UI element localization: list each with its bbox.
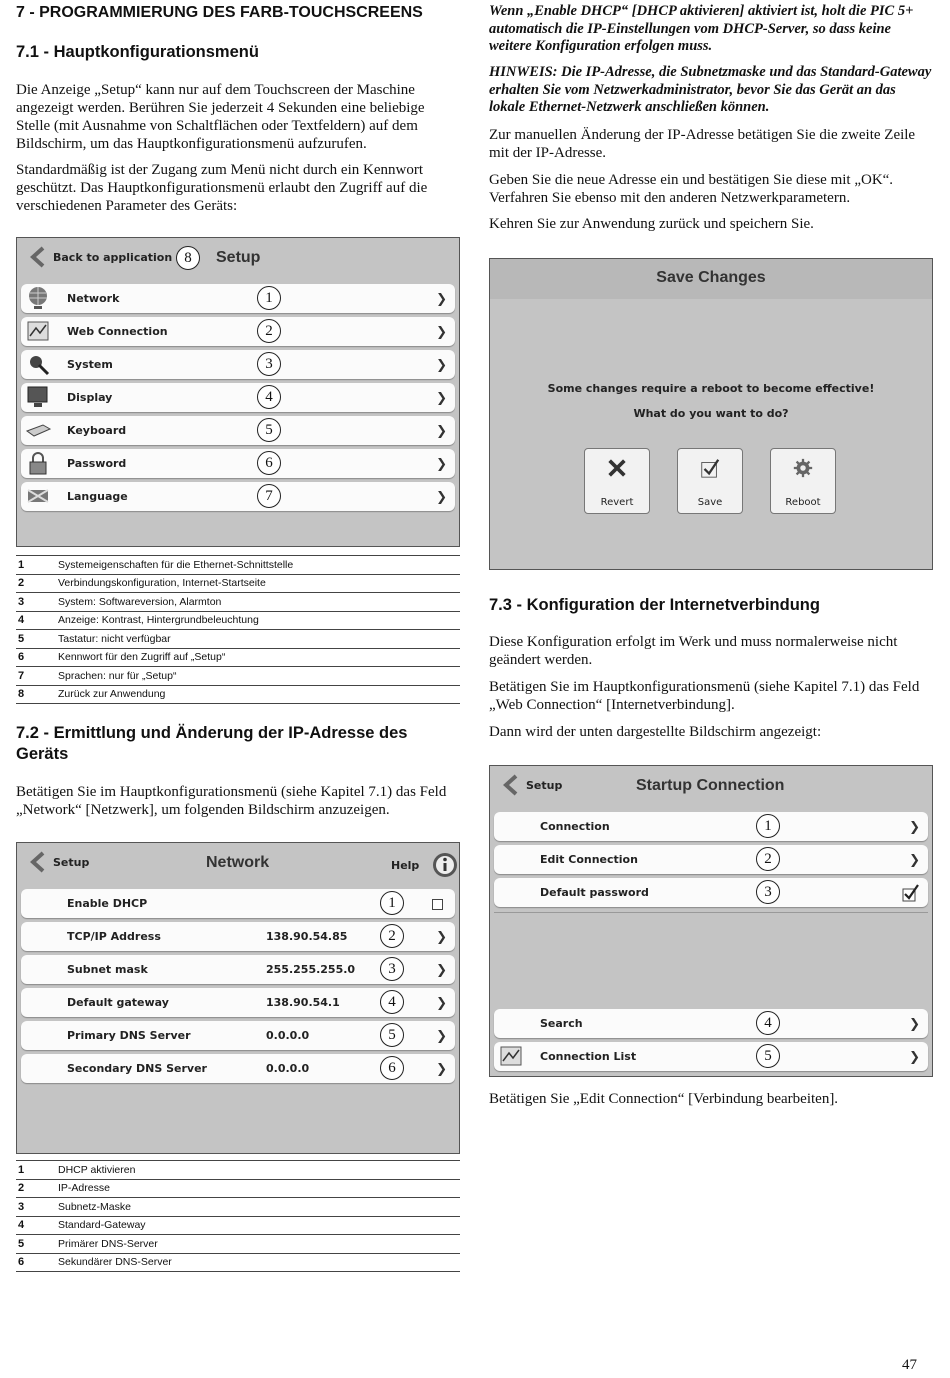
setup-item-system[interactable] (21, 350, 455, 379)
setup-item-web-connection[interactable] (21, 317, 455, 346)
back-label: Setup (526, 778, 563, 792)
dhcp-checkbox[interactable] (432, 899, 443, 910)
startup-item-label: Default password (540, 886, 649, 899)
startup-connection-title: Startup Connection (636, 777, 785, 794)
legend-number: 2 (16, 1179, 58, 1198)
chevron-right-icon: ❯ (436, 1062, 447, 1077)
reboot-label: Reboot (785, 497, 821, 508)
startup-item-connection-list[interactable] (494, 1042, 928, 1071)
network-item-secondary-dns[interactable] (21, 1054, 455, 1083)
callout-4: 4 (756, 1011, 780, 1035)
section-72-heading: 7.2 - Ermittlung und Änderung der IP-Adresse des Geräts (16, 724, 408, 763)
save-changes-screen (489, 258, 933, 570)
legend-row (16, 1161, 460, 1180)
startup-item-edit-connection[interactable] (494, 845, 928, 874)
manual-ip-paragraph: Zur manuellen Änderung der IP-Adresse betätigen Sie die zweite Zeile mit der IP-Adresse. (489, 127, 916, 161)
legend-row (16, 1253, 460, 1272)
back-to-setup-button[interactable] (29, 851, 89, 873)
legend-number: 4 (16, 1216, 58, 1235)
legend-text: Primärer DNS-Server (58, 1235, 460, 1254)
legend-text: Standard-Gateway (58, 1216, 460, 1235)
network-item-tcp-ip-address[interactable] (21, 922, 455, 951)
legend-text: Sprachen: nur für „Setup“ (58, 667, 460, 686)
callout-2: 2 (380, 924, 404, 948)
legend-text: Systemeigenschaften für die Ethernet-Schnittstelle (58, 556, 460, 575)
network-item-value: 138.90.54.85 (266, 930, 348, 943)
globe-icon (25, 285, 51, 311)
callout-1: 1 (756, 814, 780, 838)
section-71-paragraph-1: Die Anzeige „Setup“ kann nur auf dem Touchscreen der Maschine angezeigt werden. Berühren Sie jederzeit 4 Sekunden eine beliebige Stelle (mit Ausnahme von Schaltflächen oder Textfeldern) auf dem Bildschirm, um das Hauptkonfigurationsmenü aufzurufen. (16, 82, 425, 152)
chevron-right-icon: ❯ (909, 853, 920, 868)
legend-number: 8 (16, 685, 58, 704)
legend-row (16, 667, 460, 686)
setup-title: Setup (216, 249, 261, 266)
network-item-value: 0.0.0.0 (266, 1029, 310, 1042)
legend-text: IP-Adresse (58, 1179, 460, 1198)
divider (494, 912, 928, 913)
reboot-button[interactable] (770, 448, 836, 514)
legend-table-setup (16, 555, 460, 704)
network-item-label: Default gateway (67, 996, 169, 1009)
chevron-right-icon: ❯ (436, 930, 447, 945)
callout-8: 8 (176, 246, 200, 270)
revert-button[interactable] (584, 448, 650, 514)
legend-row (16, 1216, 460, 1235)
setup-screen (16, 237, 460, 547)
network-item-subnet-mask[interactable] (21, 955, 455, 984)
legend-number: 1 (16, 556, 58, 575)
legend-number: 7 (16, 667, 58, 686)
callout-2: 2 (257, 319, 281, 343)
back-to-application-button[interactable] (29, 246, 172, 268)
back-arrow-icon (29, 851, 47, 873)
page-number: 47 (902, 1357, 917, 1373)
back-to-application-label: Back to application (53, 250, 173, 264)
web-connection-icon (25, 318, 51, 344)
callout-5: 5 (380, 1023, 404, 1047)
save-changes-question: What do you want to do? (633, 407, 789, 420)
chevron-right-icon: ❯ (436, 325, 447, 340)
chevron-right-icon: ❯ (909, 1050, 920, 1065)
network-item-value: 138.90.54.1 (266, 996, 340, 1009)
save-changes-title: Save Changes (656, 269, 766, 286)
network-item-label: Enable DHCP (67, 897, 148, 910)
callout-3: 3 (380, 957, 404, 981)
chevron-right-icon: ❯ (436, 391, 447, 406)
section-71-heading: 7.1 - Hauptkonfigurationsmenü (16, 43, 259, 61)
callout-6: 6 (380, 1056, 404, 1080)
network-item-default-gateway[interactable] (21, 988, 455, 1017)
back-arrow-icon (29, 246, 47, 268)
startup-item-label: Connection (540, 820, 610, 833)
startup-item-search[interactable] (494, 1009, 928, 1038)
network-title: Network (206, 854, 270, 871)
legend-row (16, 1235, 460, 1254)
legend-number: 3 (16, 593, 58, 612)
setup-item-label: Display (67, 391, 113, 404)
network-item-label: Secondary DNS Server (67, 1062, 207, 1075)
gear-icon (792, 457, 814, 479)
callout-5: 5 (756, 1044, 780, 1068)
network-item-value: 0.0.0.0 (266, 1062, 310, 1075)
save-changes-message: Some changes require a reboot to become effective! (547, 382, 875, 395)
setup-item-label: System (67, 358, 113, 371)
callout-7: 7 (257, 484, 281, 508)
legend-row (16, 1198, 460, 1217)
legend-row (16, 648, 460, 667)
callout-2: 2 (756, 847, 780, 871)
setup-item-language[interactable] (21, 482, 455, 511)
setup-item-password[interactable] (21, 449, 455, 478)
legend-number: 3 (16, 1198, 58, 1217)
legend-number: 1 (16, 1161, 58, 1180)
system-tools-icon (25, 351, 51, 377)
legend-text: Anzeige: Kontrast, Hintergrundbeleuchtung (58, 611, 460, 630)
setup-item-keyboard[interactable] (21, 416, 455, 445)
legend-row (16, 593, 460, 612)
legend-text: System: Softwareversion, Alarmton (58, 593, 460, 612)
chevron-right-icon: ❯ (909, 1017, 920, 1032)
cross-icon (606, 457, 628, 479)
legend-text: Sekundärer DNS-Server (58, 1253, 460, 1272)
help-button[interactable] (391, 851, 459, 879)
setup-item-label: Keyboard (67, 424, 127, 437)
network-item-label: Primary DNS Server (67, 1029, 191, 1042)
chevron-right-icon: ❯ (436, 1029, 447, 1044)
network-item-label: TCP/IP Address (67, 930, 161, 943)
chevron-right-icon: ❯ (436, 424, 447, 439)
legend-number: 5 (16, 630, 58, 649)
hinweis-paragraph: HINWEIS: Die IP-Adresse, die Subnetzmaske und das Standard-Gateway erhalten Sie vom Netzwerkadministrator, bevor Sie das Gerät an das lokale Ethernet-Netzwerk anschließen können. (489, 64, 932, 115)
section-73-heading: 7.3 - Konfiguration der Internetverbindung (489, 596, 820, 614)
legend-row (16, 630, 460, 649)
chevron-right-icon: ❯ (436, 963, 447, 978)
padlock-icon (25, 450, 51, 476)
section-73-paragraph-4: Betätigen Sie „Edit Connection“ [Verbindung bearbeiten]. (489, 1091, 839, 1107)
help-label: Help (391, 858, 420, 872)
legend-text: Subnetz-Maske (58, 1198, 460, 1217)
chevron-right-icon: ❯ (436, 292, 447, 307)
chevron-right-icon: ❯ (909, 820, 920, 835)
keyboard-icon (25, 417, 51, 443)
network-screen (16, 842, 460, 1154)
legend-number: 6 (16, 648, 58, 667)
legend-text: Verbindungskonfiguration, Internet-Startseite (58, 574, 460, 593)
setup-item-label: Password (67, 457, 127, 470)
callout-6: 6 (257, 451, 281, 475)
legend-row (16, 1179, 460, 1198)
callout-3: 3 (756, 880, 780, 904)
return-save-paragraph: Kehren Sie zur Anwendung zurück und speichern Sie. (489, 216, 814, 232)
checkmark-icon (699, 457, 721, 479)
chapter-title: 7 - PROGRAMMIERUNG DES FARB-TOUCHSCREENS (16, 4, 423, 21)
legend-number: 2 (16, 574, 58, 593)
callout-3: 3 (257, 352, 281, 376)
chevron-right-icon: ❯ (436, 996, 447, 1011)
network-item-value: 255.255.255.0 (266, 963, 356, 976)
legend-row (16, 685, 460, 704)
legend-number: 5 (16, 1235, 58, 1254)
setup-item-label: Network (67, 292, 120, 305)
flag-icon (25, 483, 51, 509)
chevron-right-icon: ❯ (436, 457, 447, 472)
setup-item-network[interactable] (21, 284, 455, 313)
save-changes-button-row (584, 448, 840, 514)
startup-item-label: Edit Connection (540, 853, 638, 866)
legend-text: DHCP aktivieren (58, 1161, 460, 1180)
section-73-paragraph-2: Betätigen Sie im Hauptkonfigurationsmenü (siehe Kapitel 7.1) das Feld „Web Connection“ [Internetverbindung]. (489, 679, 920, 713)
legend-row (16, 556, 460, 575)
monitor-icon (25, 384, 51, 410)
startup-item-label: Connection List (540, 1050, 637, 1063)
section-73-paragraph-1: Diese Konfiguration erfolgt im Werk und muss normalerweise nicht geändert werden. (489, 634, 898, 668)
startup-item-default-password[interactable] (494, 878, 928, 907)
section-72-paragraph: Betätigen Sie im Hauptkonfigurationsmenü (siehe Kapitel 7.1) das Feld „Network“ [Netzwerk], um folgenden Bildschirm anzuzeigen. (16, 784, 447, 818)
startup-item-connection[interactable] (494, 812, 928, 841)
web-connection-icon (498, 1043, 524, 1069)
chevron-right-icon: ❯ (436, 358, 447, 373)
new-address-paragraph: Geben Sie die neue Adresse ein und bestätigen Sie diese mit „OK“. Verfahren Sie ebenso mit den anderen Netzwerkparametern. (489, 172, 894, 206)
chevron-right-icon: ❯ (436, 490, 447, 505)
back-to-setup-button[interactable] (502, 774, 562, 796)
revert-label: Revert (600, 497, 634, 508)
legend-number: 6 (16, 1253, 58, 1272)
legend-text: Kennwort für den Zugriff auf „Setup“ (58, 648, 460, 667)
save-label: Save (697, 497, 723, 508)
setup-item-label: Web Connection (67, 325, 168, 338)
dhcp-note-paragraph: Wenn „Enable DHCP“ [DHCP aktivieren] aktiviert ist, holt die PIC 5+ automatisch die IP-Einstellungen vom DHCP-Server, so dass keine weitere Konfiguration erfolgen muss. (489, 3, 914, 54)
network-item-label: Subnet mask (67, 963, 148, 976)
startup-connection-screen (489, 765, 933, 1077)
checked-checkbox-icon[interactable] (902, 884, 920, 902)
callout-1: 1 (380, 891, 404, 915)
callout-4: 4 (257, 385, 281, 409)
back-arrow-icon (502, 774, 520, 796)
legend-row (16, 574, 460, 593)
legend-row (16, 611, 460, 630)
callout-5: 5 (257, 418, 281, 442)
legend-text: Tastatur: nicht verfügbar (58, 630, 460, 649)
info-icon (431, 851, 459, 879)
legend-number: 4 (16, 611, 58, 630)
setup-item-label: Language (67, 490, 128, 503)
legend-text: Zurück zur Anwendung (58, 685, 460, 704)
callout-1: 1 (257, 286, 281, 310)
network-item-primary-dns[interactable] (21, 1021, 455, 1050)
setup-item-display[interactable] (21, 383, 455, 412)
startup-item-label: Search (540, 1017, 583, 1030)
save-button[interactable] (677, 448, 743, 514)
network-item-enable-dhcp[interactable] (21, 889, 455, 918)
section-73-paragraph-3: Dann wird der unten dargestellte Bildschirm angezeigt: (489, 724, 822, 740)
back-label: Setup (53, 855, 90, 869)
callout-4: 4 (380, 990, 404, 1014)
section-71-paragraph-2: Standardmäßig ist der Zugang zum Menü nicht durch ein Kennwort geschützt. Das Hauptkonfigurationsmenü erlaubt den Zugriff auf die verschiedenen Parameter des Geräts: (16, 162, 428, 214)
legend-table-network (16, 1160, 460, 1272)
